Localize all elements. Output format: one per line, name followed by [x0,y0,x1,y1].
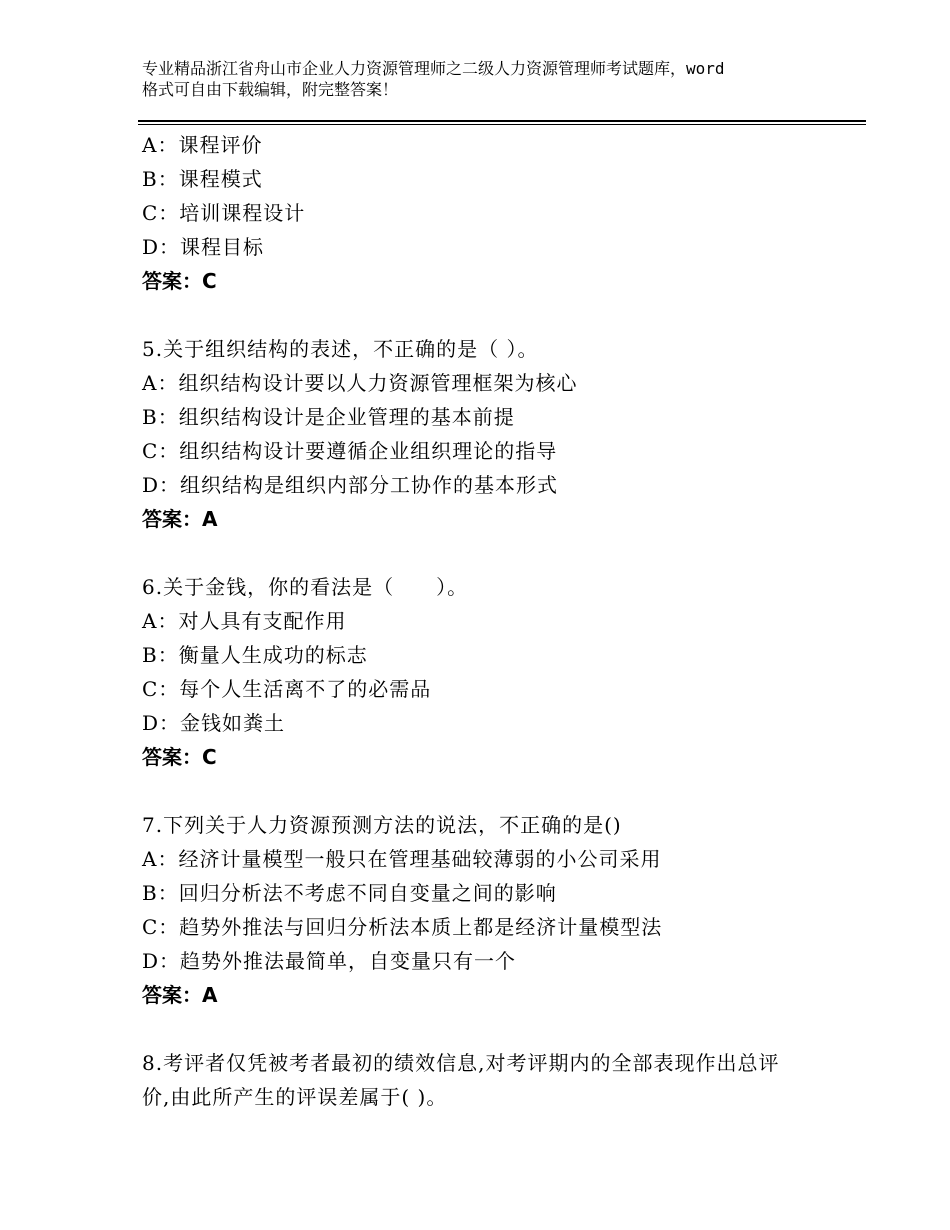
spacer [142,774,842,808]
spacer [142,1012,842,1046]
question-5 [142,332,842,536]
option-d: D：课程目标 [142,235,265,259]
option-a: A：课程评价 [142,133,263,157]
option-c: C：组织结构设计要遵循企业组织理论的指导 [142,439,558,463]
header-line-2: 格式可自由下载编辑，附完整答案！ [142,80,399,99]
question-text: 6.关于金钱，你的看法是（ ）。 [142,575,469,599]
answer: 答案：A [142,507,218,531]
question-text-line-1: 8.考评者仅凭被考者最初的绩效信息,对考评期内的全部表现作出总评 [142,1051,780,1075]
answer: 答案：C [142,745,217,769]
option-b: B：回归分析法不考虑不同自变量之间的影响 [142,881,557,905]
spacer [142,536,842,570]
option-b: B：课程模式 [142,167,263,191]
option-d: D：金钱如粪土 [142,711,286,735]
option-c: C：培训课程设计 [142,201,306,225]
option-b: B：组织结构设计是企业管理的基本前提 [142,405,515,429]
answer: 答案：C [142,269,217,293]
question-list [142,128,842,1114]
question-text: 5.关于组织结构的表述，不正确的是（ ）。 [142,337,539,361]
question-4 [142,128,842,298]
header-divider-thick [138,120,866,122]
question-8 [142,1046,842,1114]
option-d: D：组织结构是组织内部分工协作的基本形式 [142,473,559,497]
header-line-1: 专业精品浙江省舟山市企业人力资源管理师之二级人力资源管理师考试题库，word [142,59,725,78]
option-a: A：组织结构设计要以人力资源管理框架为核心 [142,371,578,395]
option-b: B：衡量人生成功的标志 [142,643,368,667]
option-a: A：经济计量模型一般只在管理基础较薄弱的小公司采用 [142,847,662,871]
answer: 答案：A [142,983,218,1007]
option-c: C：每个人生活离不了的必需品 [142,677,432,701]
question-6 [142,570,842,774]
document-header [142,58,842,100]
spacer [142,298,842,332]
option-a: A：对人具有支配作用 [142,609,347,633]
header-divider-thin [138,124,866,125]
question-text: 7.下列关于人力资源预测方法的说法，不正确的是() [142,813,622,837]
option-c: C：趋势外推法与回归分析法本质上都是经济计量模型法 [142,915,663,939]
question-text-line-2: 价,由此所产生的评误差属于( )。 [142,1085,448,1109]
option-d: D：趋势外推法最简单，自变量只有一个 [142,949,517,973]
question-7 [142,808,842,1012]
